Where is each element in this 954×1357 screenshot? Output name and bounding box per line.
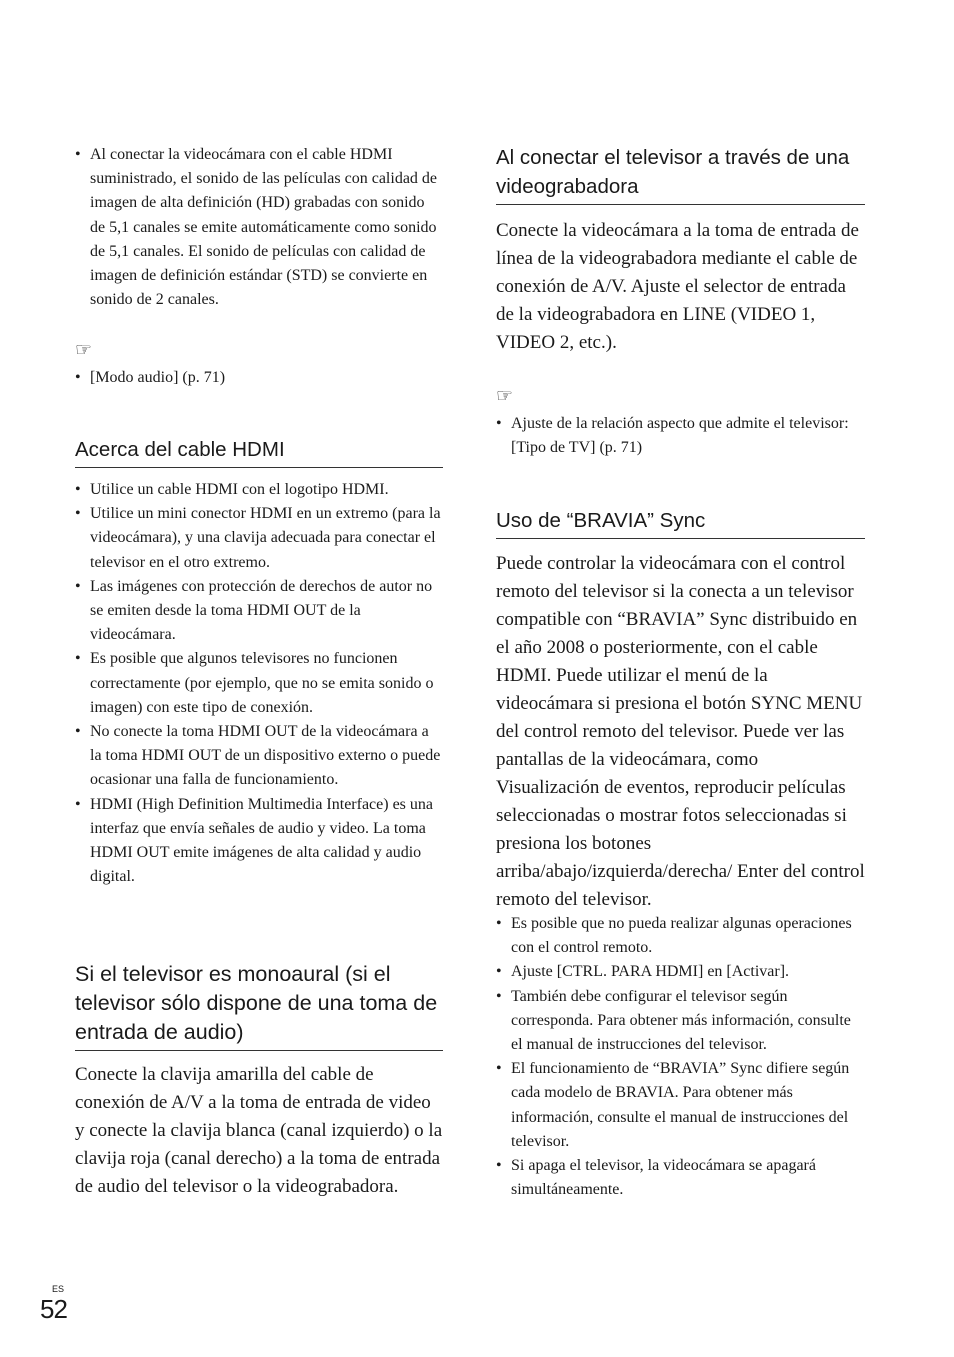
page-number: 52 <box>40 1294 67 1324</box>
hdmi-sound-notes <box>75 143 443 312</box>
list-item: • Ajuste de la relación aspecto que admite el televisor: [Tipo de TV] (p. 71) <box>496 412 865 460</box>
section-heading-bravia-sync: Uso de “BRAVIA” Sync <box>496 506 865 539</box>
section-heading-vcr: Al conectar el televisor a través de una videograbadora <box>496 143 865 205</box>
list-item: • Si apaga el televisor, la videocámara se apagará simultáneamente. <box>496 1154 865 1202</box>
section-heading-hdmi-cable: Acerca del cable HDMI <box>75 435 443 468</box>
vcr-hint-list <box>496 412 865 460</box>
list-item: • Es posible que no pueda realizar algunas operaciones con el control remoto. <box>496 912 865 960</box>
list-item: • Utilice un cable HDMI con el logotipo HDMI. <box>75 478 443 502</box>
list-item: • HDMI (High Definition Multimedia Interface) es una interfaz que envía señales de audio y video. La toma HDMI OUT emite imágenes de alta calidad y audio digital. <box>75 793 443 890</box>
hdmi-cable-list <box>75 478 443 889</box>
hint-icon: ☞ <box>75 339 93 361</box>
list-item: • También debe configurar el televisor según corresponda. Para obtener más información, consulte el manual de instrucciones del televisor. <box>496 985 865 1058</box>
hint-icon: ☞ <box>496 385 514 407</box>
section-heading-mono-tv: Si el televisor es monoaural (si el televisor sólo dispone de una toma de entrada de audio) <box>75 960 443 1051</box>
bravia-sync-paragraph: Puede controlar la videocámara con el control remoto del televisor si la conecta a un televisor compatible con “BRAVIA” Sync distribuido en el año 2008 o posteriormente, con el cable HDMI. Puede utilizar el menú de la videocámara si presiona el botón SYNC MENU del control remoto del televisor. Puede ver las pantallas de la videocámara, como Visualización de eventos, reproducir películas seleccionadas o mostrar fotos seleccionadas si presiona los botones arriba/abajo/izquierda/derecha/ Enter del control remoto del televisor. <box>496 553 865 910</box>
list-item: • No conecte la toma HDMI OUT de la videocámara a la toma HDMI OUT de un dispositivo externo o puede ocasionar una falla de funcionamiento. <box>75 720 443 793</box>
vcr-paragraph: Conecte la videocámara a la toma de entrada de línea de la videograbadora mediante el cable de conexión de A/V. Ajuste el selector de entrada de la videograbadora en LINE (VIDEO 1, VIDEO 2, etc.). <box>496 220 859 353</box>
list-item: • Al conectar la videocámara con el cable HDMI suministrado, el sonido de las películas con calidad de imagen de alta definición (HD) grabadas con sonido de 5,1 canales se emite automáticamente como sonido de 5,1 canales. El sonido de películas con calidad de imagen de definición estándar (STD) se convierte en sonido de 2 canales. <box>75 143 443 312</box>
list-item: • Ajuste [CTRL. PARA HDMI] en [Activar]. <box>496 960 865 984</box>
list-item: • Es posible que algunos televisores no funcionen correctamente (por ejemplo, que no se emita sonido o imagen) con este tipo de conexión. <box>75 647 443 720</box>
hint-list <box>75 366 443 390</box>
list-item: • [Modo audio] (p. 71) <box>75 366 443 390</box>
language-code: ES <box>52 1284 65 1294</box>
bravia-sync-notes <box>496 912 865 1202</box>
list-item: • Utilice un mini conector HDMI en un extremo (para la videocámara), y una clavija adecuada para conectar el televisor en el otro extremo. <box>75 502 443 575</box>
list-item: • Las imágenes con protección de derechos de autor no se emiten desde la toma HDMI OUT de la videocámara. <box>75 575 443 648</box>
list-item: • El funcionamiento de “BRAVIA” Sync difiere según cada modelo de BRAVIA. Para obtener más información, consulte el manual de instrucciones del televisor. <box>496 1057 865 1154</box>
page-footer <box>40 1284 67 1324</box>
mono-tv-paragraph: Conecte la clavija amarilla del cable de conexión de A/V a la toma de entrada de video y conecte la clavija blanca (canal izquierdo) o la clavija roja (canal derecho) a la toma de entrada de audio del televisor o la videograbadora. <box>75 1064 443 1197</box>
